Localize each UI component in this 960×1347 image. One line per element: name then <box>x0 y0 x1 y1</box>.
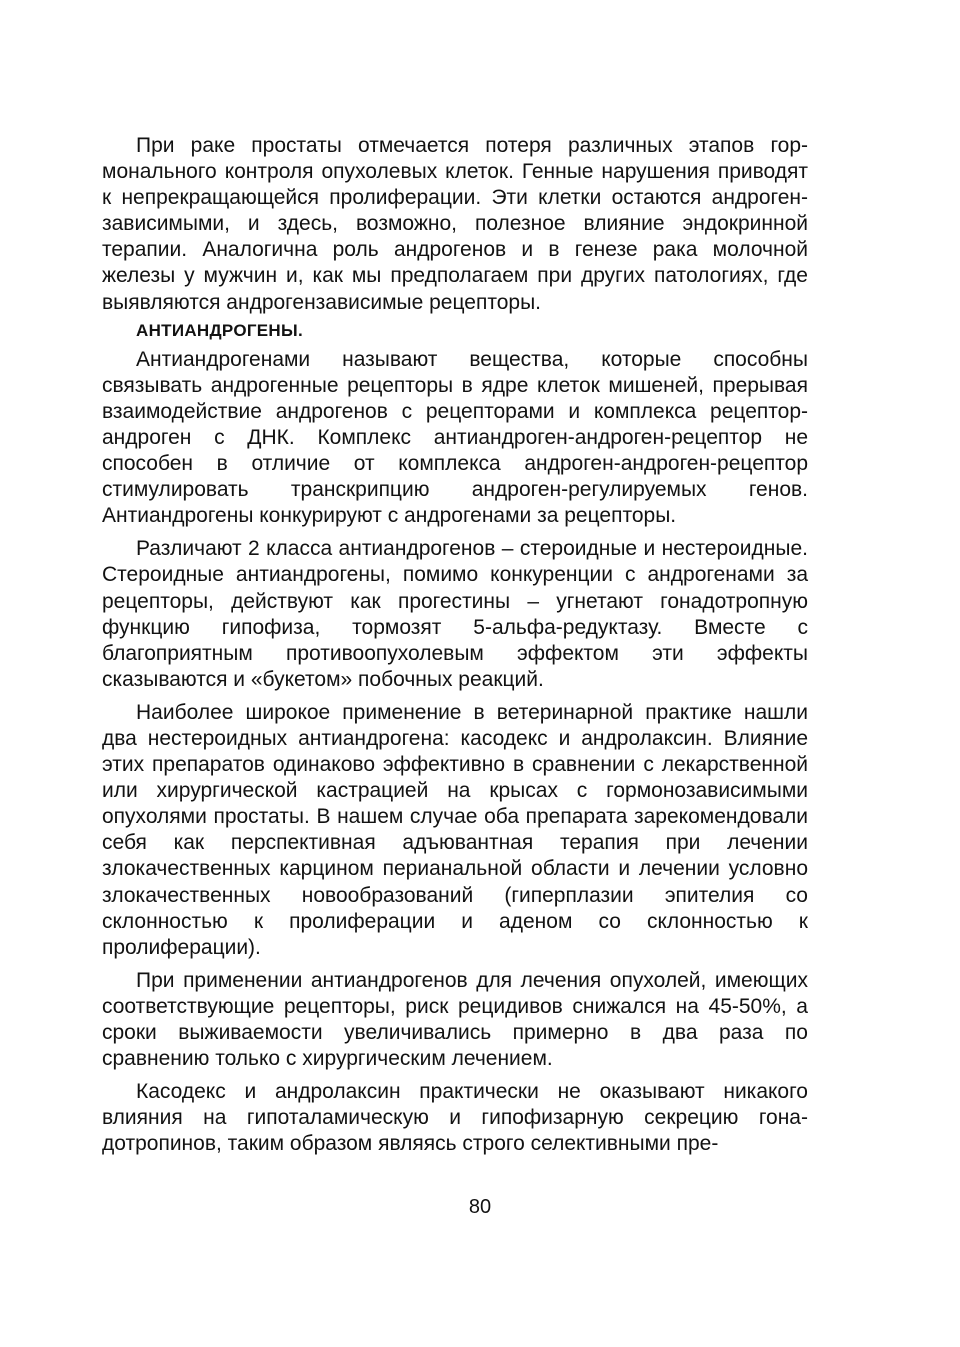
paragraph-antiandrogen-classes: Различают 2 класса антиандрогенов – стероидные и нестероидные. Стероидные антиандрогены, помимо конкуренции с андрогенами за рецепторы, действуют как прогестины – угнетают гонадотропную функцию гипофиза, тормозят 5-альфа-редуктазу. Вместе с благоприятным противоопухолевым эффектом эти эффекты сказываются и «букетом» побочных реакций. <box>102 537 808 691</box>
paragraph-recurrence-risk: При применении антиандрогенов для лечения опухолей, имеющих соответствующие рецепторы, риск рецидивов снижался на 45-50%, а сроки выживаемости увеличивались примерно в два раза по сравнению только с хирургическим лечением. <box>102 968 808 1071</box>
paragraph-prostate-cancer: При раке простаты отмечается потеря различных этапов гормонального контроля опухолевых клеток. Генные нарушения приводят к непрекращающейся пролиферации. Эти клетки остаются андроген-зависимыми, и здесь, возможно, полезное влияние эндокринной терапии. Аналогична роль андрогенов и в генезе рака молочной железы у мужчин и, как мы предполагаем при других патологиях, где выявляются андрогензависимые рецепторы. <box>102 134 808 314</box>
paragraph-antiandrogen-definition: Антиандрогенами называют вещества, которые способны связывать андрогенные рецепторы в ядре клеток мишеней, прерывая взаимодействие андрогенов с рецепторами и комплекса рецептор-андроген с ДНК. Комплекс антиандроген-андроген-рецептор не способен в отличие от комплекса андроген-андроген-рецептор стимулировать транскрипцию андроген-регулируемых генов. Антиандрогены конкурируют с андрогенами за рецепторы. <box>102 347 808 528</box>
paragraph-veterinary-use: Наиболее широкое применение в ветеринарной практике нашли два нестероидных антиандрогена: касодекс и андролаксин. Влияние этих препаратов одинаково эффективно в сравнении с лекарственной или хирургической кастрацией на крысах с гормонозависимыми опухолями простаты. В нашем случае оба препарата зарекомендовали себя как перспективная адъювантная терапия при лечении злокачественных карцином перианальной области и лечении условно злокачественных новообразований (гиперплазии эпителия со склонностью к пролиферации и аденом со склонностью к пролиферации). <box>102 700 808 959</box>
page-number: 80 <box>468 1196 492 1218</box>
body-text <box>102 133 808 1164</box>
paragraph-casodex-androlaxin: Касодекс и андролаксин практически не оказывают никакого влияния на гипоталамическую и гипофизарную секрецию гонадотропинов, таким образом являясь строго селективными пре- <box>102 1080 808 1156</box>
section-heading-antiandrogens: АНТИАНДРОГЕНЫ. <box>136 320 303 340</box>
